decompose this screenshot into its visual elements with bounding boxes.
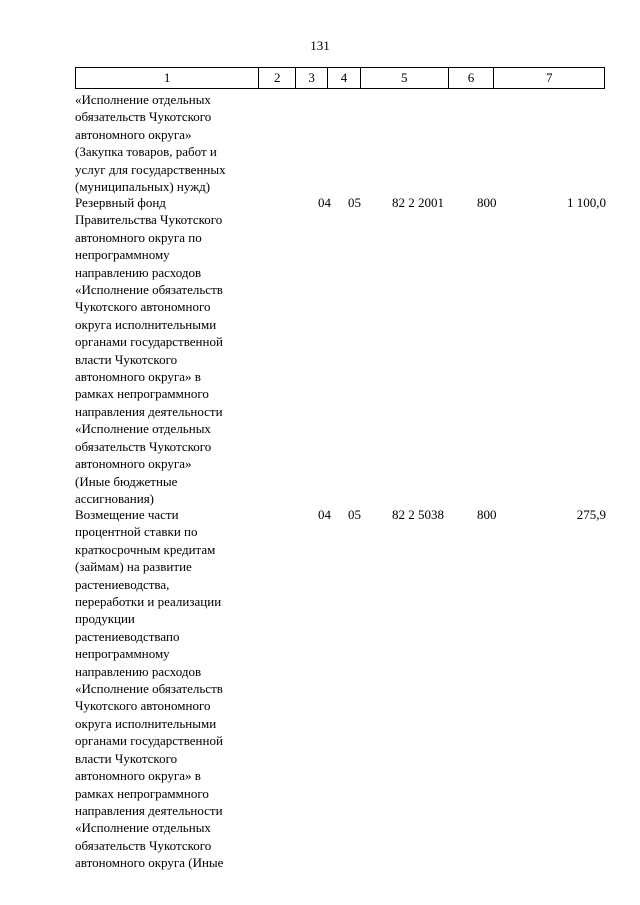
table-row-text: Резервный фонд Правительства Чукотского автономного округа по непрограммному направлению расходов «Исполнение обязательств Чукотского автономного округа исполнительными органами государственной власти Чукотского автономного округа» в рамках непрограммного направления деятельности «Исполнение отдельных обязательств Чукотского автономного округа» (Иные бюджетные ассигнования): [75, 195, 223, 506]
header-col-5: 5: [361, 68, 449, 88]
header-col-1: 1: [76, 68, 259, 88]
cell-sum: 1 100,0: [567, 195, 606, 210]
header-col-7: 7: [545, 70, 553, 85]
cell-pr: 05: [348, 507, 361, 522]
header-col-4: 4: [328, 68, 361, 88]
table-row-text: «Исполнение отдельных обязательств Чукотского автономного округа» (Закупка товаров, работ и услуг для государственных (муниципальных) нужд): [75, 92, 226, 195]
table-row-text: Возмещение части процентной ставки по краткосрочным кредитам (займам) на развитие растениеводства, переработки и реализации продукции растениеводствапо непрограммному направлению расходов «Исполнение обязательств Чукотского автономного округа исполнительными органами государственной власти Чукотского автономного округа» в рамках непрограммного направления деятельности «Исполнение отдельных обязательств Чукотского автономного округа (Иные: [75, 507, 224, 871]
header-col-3: 3: [296, 68, 328, 88]
cell-pr: 05: [348, 195, 361, 210]
cell-rz: 04: [318, 195, 331, 210]
cell-csr: 82 2 2001: [392, 195, 444, 210]
page-number: 131: [310, 38, 330, 53]
table-header: [75, 67, 605, 89]
cell-rz: 04: [318, 507, 331, 522]
cell-vr: 800: [477, 195, 497, 210]
cell-sum: 275,9: [576, 507, 606, 522]
header-col-2: 2: [259, 68, 296, 88]
header-col-6: 6: [449, 68, 495, 88]
cell-vr: 800: [477, 507, 497, 522]
cell-csr: 82 2 5038: [392, 507, 444, 522]
